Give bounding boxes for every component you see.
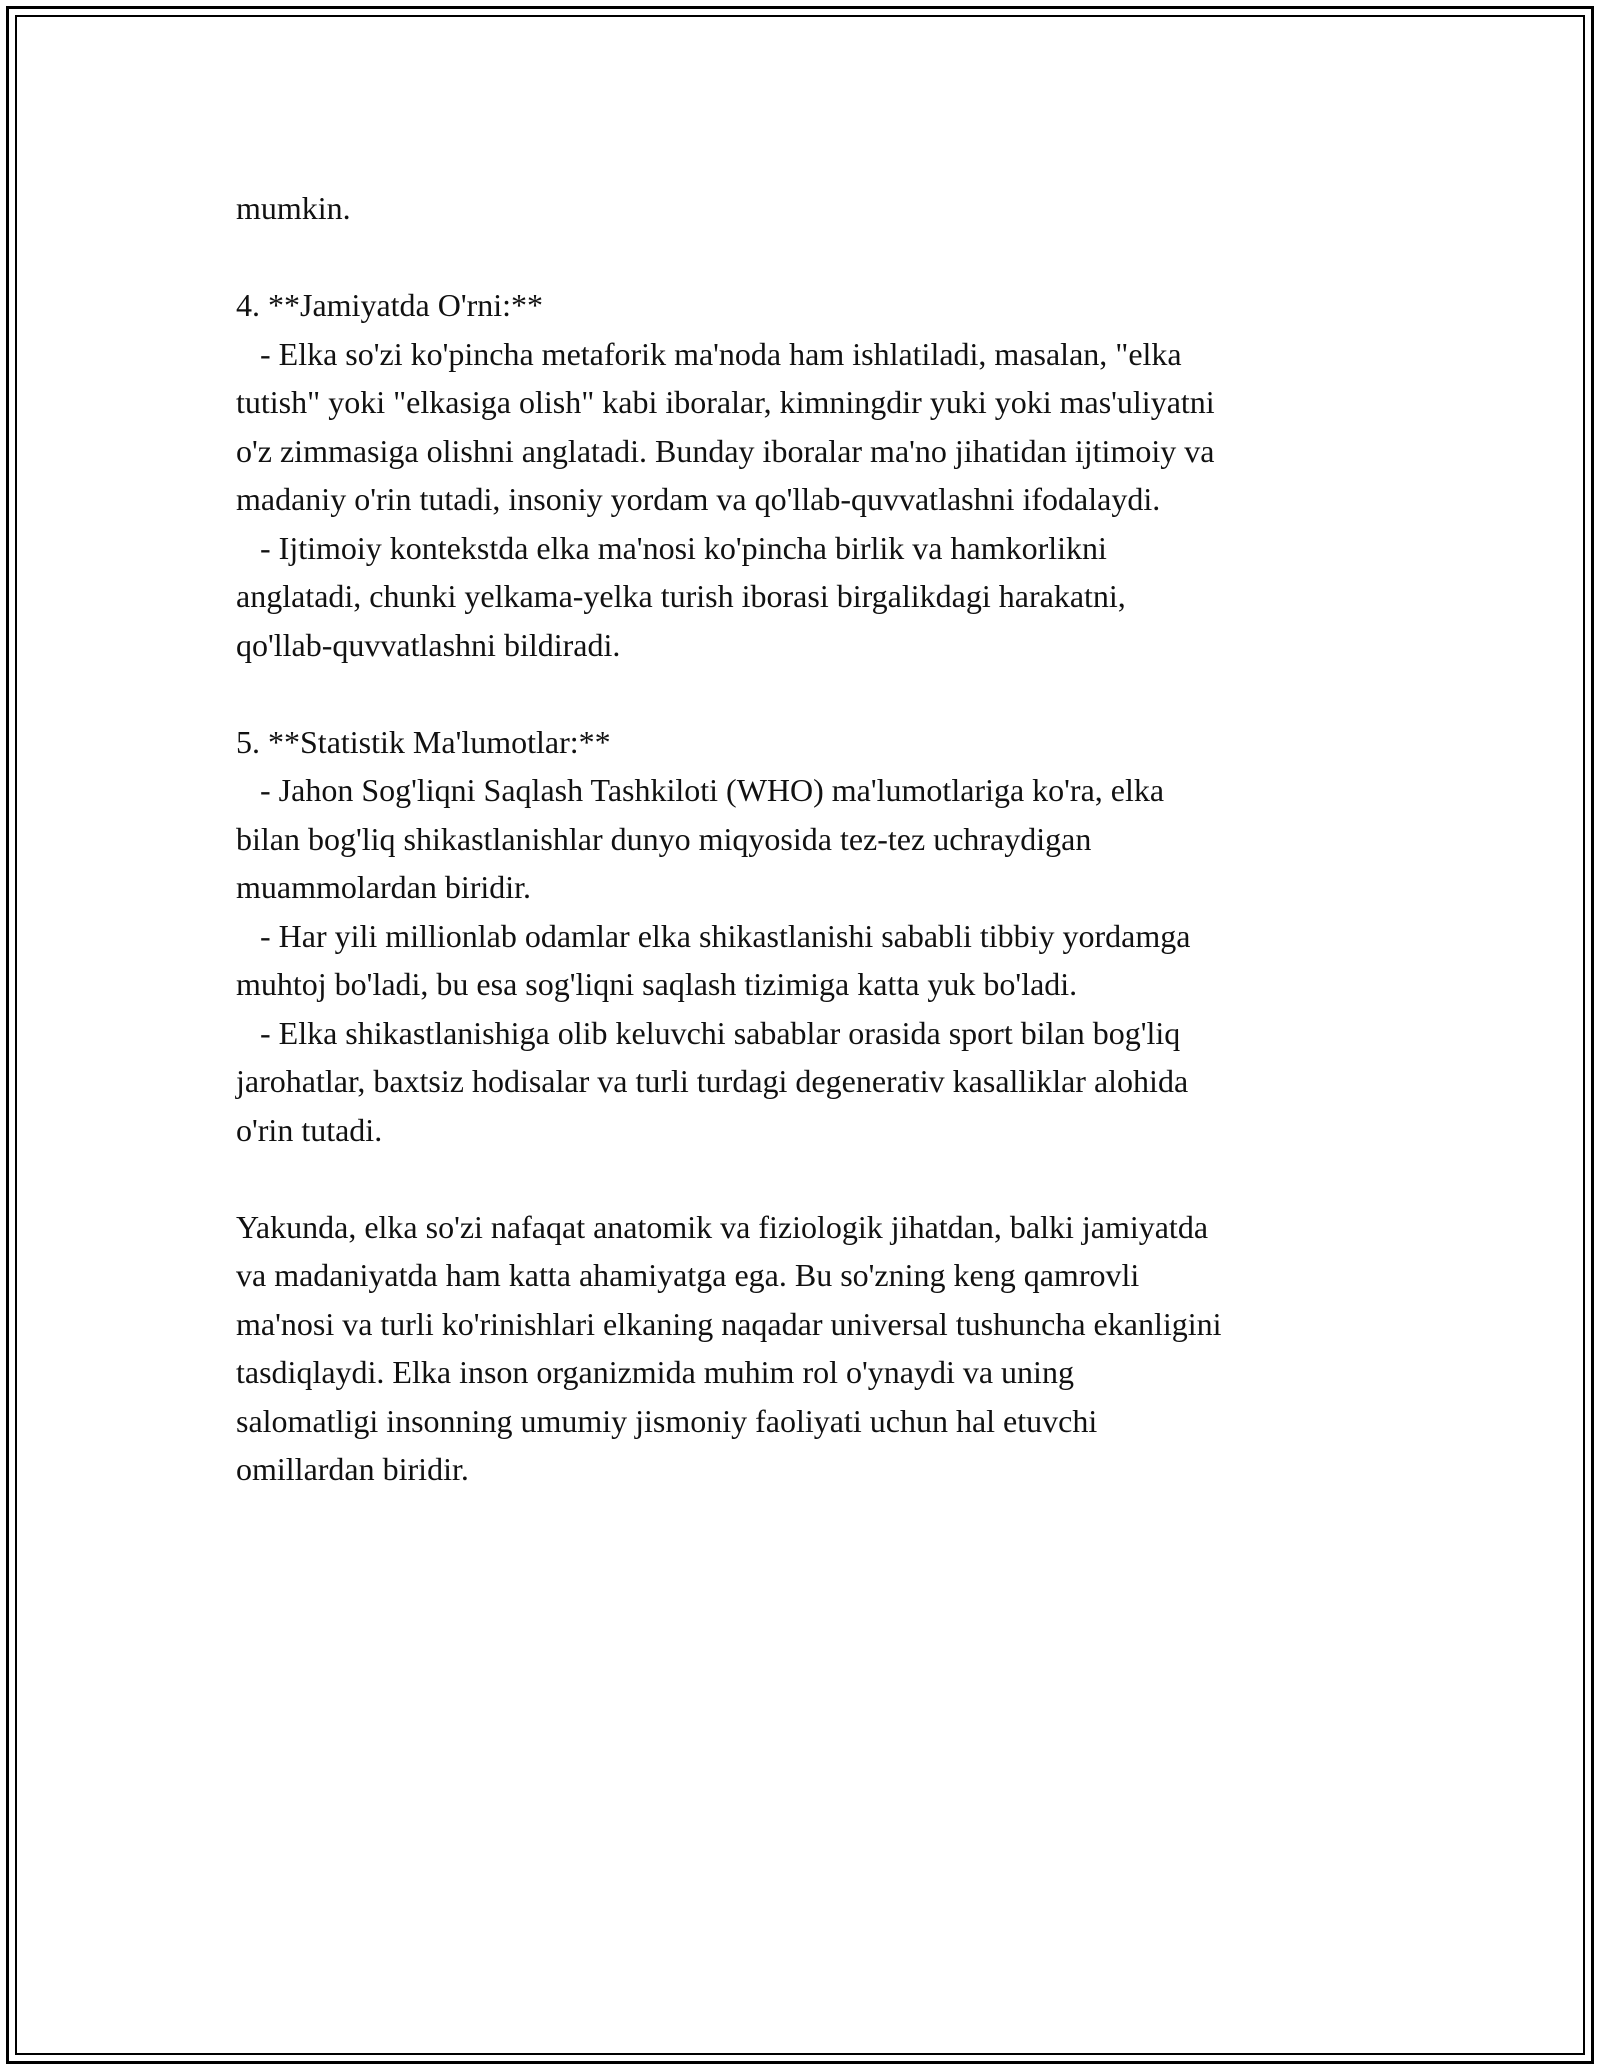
text-line: va madaniyatda ham katta ahamiyatga ega. Bu so'zning keng qamrovli: [236, 1257, 1140, 1293]
text-line: o'rin tutadi.: [236, 1111, 383, 1148]
blank-line: [236, 1154, 1426, 1203]
text-line: muhtoj bo'ladi, bu esa sog'liqni saqlash tizimiga katta yuk bo'ladi.: [236, 966, 1078, 1002]
text-line: - Elka shikastlanishiga olib keluvchi sabablar orasida sport bilan bog'liq: [236, 1014, 1181, 1051]
blank-line: [236, 669, 1426, 718]
section-heading: 4. **Jamiyatda O'rni:**: [236, 287, 544, 323]
text-line: muammolardan biridir.: [236, 869, 532, 905]
text-line: - Jahon Sog'liqni Saqlash Tashkiloti (WHO) ma'lumotlariga ko'ra, elka: [236, 772, 1165, 808]
text-line: ma'nosi va turli ko'rinishlari elkaning naqadar universal tushuncha ekanligini: [236, 1305, 1222, 1342]
text-line: omillardan biridir.: [236, 1451, 469, 1487]
blank-line: [236, 233, 1426, 282]
text-line: jarohatlar, baxtsiz hodisalar va turli turdagi degenerativ kasalliklar alohida: [236, 1063, 1189, 1099]
text-line: anglatadi, chunki yelkama-yelka turish iborasi birgalikdagi harakatni,: [236, 578, 1126, 614]
text-line: qo'llab-quvvatlashni bildiradi.: [236, 626, 621, 663]
document-body: [236, 184, 1426, 1494]
text-line: salomatligi insonning umumiy jismoniy faoliyati uchun hal etuvchi: [236, 1402, 1098, 1439]
text-line: - Elka so'zi ko'pincha metaforik ma'noda ham ishlatiladi, masalan, "elka: [236, 335, 1182, 372]
text-line: - Ijtimoiy kontekstda elka ma'nosi ko'pincha birlik va hamkorlikni: [236, 529, 1107, 566]
text-line: mumkin.: [236, 190, 351, 226]
text-line: - Har yili millionlab odamlar elka shikastlanishi sababli tibbiy yordamga: [236, 917, 1191, 954]
text-line: bilan bog'liq shikastlanishlar dunyo miqyosida tez-tez uchraydigan: [236, 820, 1092, 857]
text-line: tasdiqlaydi. Elka inson organizmida muhim rol o'ynaydi va uning: [236, 1354, 1074, 1390]
section-heading: 5. **Statistik Ma'lumotlar:**: [236, 723, 611, 760]
text-line: tutish" yoki "elkasiga olish" kabi iboralar, kimningdir yuki yoki mas'uliyatni: [236, 384, 1215, 420]
text-line: Yakunda, elka so'zi nafaqat anatomik va fiziologik jihatdan, balki jamiyatda: [236, 1208, 1209, 1245]
text-line: madaniy o'rin tutadi, insoniy yordam va qo'llab-quvvatlashni ifodalaydi.: [236, 481, 1161, 517]
text-line: o'z zimmasiga olishni anglatadi. Bunday iboralar ma'no jihatidan ijtimoiy va: [236, 432, 1215, 469]
